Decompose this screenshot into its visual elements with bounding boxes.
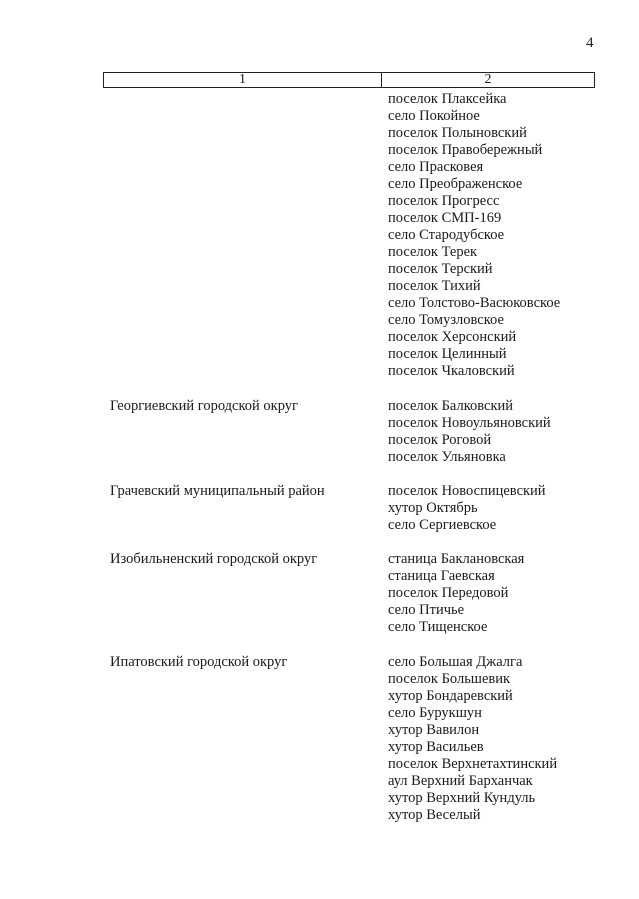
column-2-header: 2 — [484, 72, 492, 87]
settlement-item: поселок Чкаловский — [388, 363, 515, 379]
district-name: Ипатовский городской округ — [110, 654, 288, 670]
settlement-item: хутор Октябрь — [388, 500, 478, 516]
settlement-item: село Сергиевское — [388, 517, 497, 533]
settlement-item: хутор Верхний Кундуль — [388, 790, 536, 806]
settlement-item: село Преображенское — [388, 176, 523, 192]
settlement-item: станица Гаевская — [388, 568, 495, 584]
settlement-list — [388, 483, 546, 534]
settlement-item: село Прасковея — [388, 159, 484, 175]
district-name: Изобильненский городской округ — [110, 551, 318, 567]
continued-settlement-list — [388, 91, 560, 380]
settlement-item: поселок Херсонский — [388, 329, 517, 345]
settlement-item: поселок Правобережный — [388, 142, 543, 158]
settlement-item: поселок Роговой — [388, 432, 492, 448]
settlement-item: поселок Новоспицевский — [388, 483, 546, 499]
settlement-item: поселок Новоульяновский — [388, 415, 551, 431]
settlement-item: поселок Большевик — [388, 671, 511, 687]
settlement-item: поселок Передовой — [388, 585, 509, 601]
settlement-item: поселок Балковский — [388, 398, 514, 414]
settlement-item: село Томузловское — [388, 312, 504, 328]
settlement-item: поселок Целинный — [388, 346, 507, 362]
settlement-item: хутор Веселый — [388, 807, 481, 823]
settlement-item: поселок СМП-169 — [388, 210, 502, 226]
column-1-header: 1 — [104, 73, 382, 87]
settlement-item: поселок Верхнетахтинский — [388, 756, 558, 772]
district-name: Грачевский муниципальный район — [110, 483, 325, 499]
settlement-item: поселок Терек — [388, 244, 478, 260]
settlement-list — [388, 551, 524, 636]
page-number: 4 — [586, 35, 594, 51]
settlement-item: хутор Бондаревский — [388, 688, 513, 704]
table-header — [103, 72, 595, 88]
settlement-item: станица Баклановская — [388, 551, 525, 567]
settlement-item: поселок Ульяновка — [388, 449, 506, 465]
settlement-item: село Бурукшун — [388, 705, 482, 721]
settlement-item: село Стародубское — [388, 227, 505, 243]
district-name: Георгиевский городской округ — [110, 398, 298, 414]
settlement-item: хутор Васильев — [388, 739, 484, 755]
settlement-item: поселок Плаксейка — [388, 91, 507, 107]
settlement-item: поселок Прогресс — [388, 193, 500, 209]
settlement-list — [388, 654, 557, 824]
settlement-item: село Большая Джалга — [388, 654, 523, 670]
settlement-item: поселок Тихий — [388, 278, 481, 294]
settlement-list — [388, 398, 551, 466]
settlement-item: поселок Полыновский — [388, 125, 527, 141]
settlement-item: село Тищенское — [388, 619, 488, 635]
settlement-item: хутор Вавилон — [388, 722, 480, 738]
settlement-item: село Птичье — [388, 602, 465, 618]
settlement-item: аул Верхний Барханчак — [388, 773, 533, 789]
settlement-item: село Толстово-Васюковское — [388, 295, 561, 311]
settlement-item: село Покойное — [388, 108, 480, 124]
settlement-item: поселок Терский — [388, 261, 493, 277]
